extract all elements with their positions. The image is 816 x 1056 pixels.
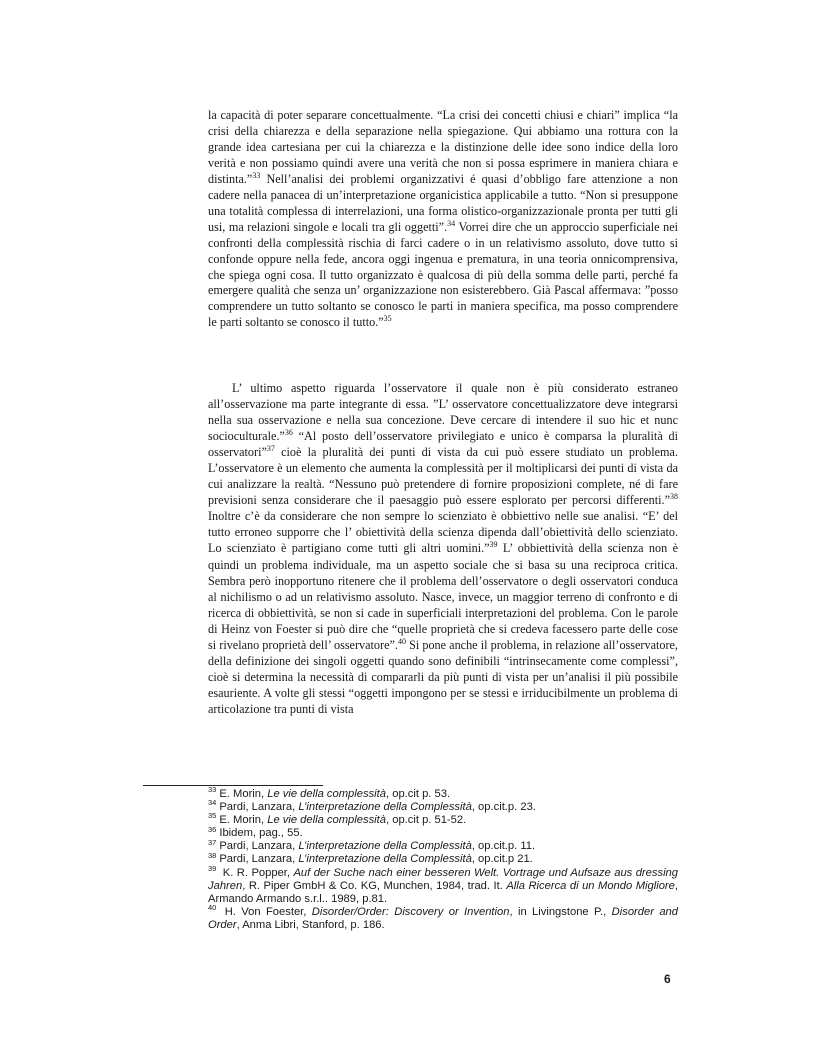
footnote-ref: 37 xyxy=(266,444,275,454)
footnote-text: Ibidem, pag., 55. xyxy=(219,827,303,840)
footnote-34 xyxy=(208,798,678,814)
footnote-number: 38 xyxy=(208,850,217,860)
footnote-number: 37 xyxy=(208,837,217,847)
footnote-separator xyxy=(143,785,323,786)
footnote-number: 39 xyxy=(208,863,217,873)
footnote-40 xyxy=(208,903,678,932)
footnote-39 xyxy=(208,863,678,906)
footnote-number: 35 xyxy=(208,811,217,821)
footnote-ref: 40 xyxy=(397,636,406,646)
footnote-ref: 39 xyxy=(489,540,498,550)
body-paragraph-1: la capacità di poter separare concettualmente. “La crisi dei concetti chiusi e chiari” implica “la crisi della chiarezza e della separazione nella spiegazione. Qui abbiamo una rottura con la grande idea cartesiana per cui la chiarezza e la distinzione delle idee sono indice della loro verità e non possiamo quindi avere una verità che non si possa esprimere in maniera chiara e distinta.”$^{33}$ Nell’analisi dei problemi organizzativi é quasi d’obbligo fare attenzione a non cadere nella panacea di un’interpretazione organicistica applicabile a tutto. “Non si presuppone una totalità complessa di interrelazioni, una forma olistico-organizzazionale pronta per tutti gli usi, ma relazioni singole e locali tra gli oggetti”.$^{34}$ Vorrei dire che un approccio superficiale nei confronti della complessità rischia di farci cadere o in un relativismo assoluto, dove tutto si confonde oppure nella fede, ancora oggi ingenua e prematura, in una teoria onnicomprensiva, che spiega ogni cosa. Il tutto organizzato è qualcosa di più della somma delle parti, perché fa emergere qualità che senza un’ organizzazione non esisterebbero. Già Pascal affermava: ”posso comprendere un tutto soltanto se conosco le parti in maniera specifica, ma posso comprendere le parti soltanto se conosco il tutto.”$^{35}$ xyxy=(208,108,679,330)
page-number: 6 xyxy=(664,972,671,986)
footnote-ref: 35 xyxy=(383,314,392,324)
footnotes-list xyxy=(208,785,678,932)
footnote-text: Pardi, Lanzara, L’interpretazione della Complessità, op.cit.p 21. xyxy=(219,853,533,866)
footnote-35 xyxy=(208,811,678,827)
footnote-37 xyxy=(208,837,678,853)
footnote-33 xyxy=(208,785,678,801)
body-paragraph-2: L’ ultimo aspetto riguarda l’osservatore il quale non è più considerato estraneo all’osservazione ma parte integrante di essa. ”L’ osservatore concettualizzatore deve integrarsi nella sua osservazione e nella sua concezione. Deve cercare di intendere il suo hic et nunc socioculturale.”$^{36}$ “Al posto dell’osservatore privilegiato e unico è comparsa la pluralità di osservatori”$^{37}$ cioè la pluralità dei punti di vista da cui può essere studiato un problema. L’osservatore è un elemento che aumenta la complessità per il moltiplicarsi dei punti di vista da cui analizzare la realtà. “Nessuno può pretendere di fornire proposizioni complete, né di fare previsioni senza considerare che il paesaggio può essere esplorato per percorsi differenti.”$^{38}$ Inoltre c’è da considerare che non sempre lo scienziato è obbiettivo nelle sue analisi. “E’ del tutto erroneo supporre che l’ obiettività della scienza dipenda dall’obiettività dello scienziato. Lo scienziato è partigiano come tutti gli altri uomini.”$^{39}$ L’ obbiettività della scienza non è quindi un problema individuale, ma un aspetto sociale che si basa su una reciproca critica. Sembra però inopportuno ritenere che il problema dell’osservatore o degli osservatori conduca al nichilismo o ad un relativismo assoluto. Nasce, invece, un maggior terreno di confronto e di ricerca di obbiettività, se non si cade in superficiali interpretazioni del problema. Con le parole di Heinz von Foester si può dire che “quelle proprietà che si credeva facessero parte delle cose si rivelano proprietà dell’ osservatore”.$^{40}$ Si pone anche il problema, in relazione all’osservatore, della definizione dei singoli oggetti quando sono definibili “intrinsecamente come complessi”, cioè si determina la necessità di compararli da più punti di vista per un’analisi il più possibile esauriente. A volte gli stessi “oggetti impongono per se stessi e irriducibilmente un problema di articolazione tra punti di vista xyxy=(208,381,678,716)
footnote-text: H. Von Foester, Disorder/Order: Discovery or Invention, in Livingstone P., Disorder and Order, Anma Libri, Stanford, p. 186. xyxy=(208,905,678,931)
footnote-ref: 33 xyxy=(252,170,261,180)
footnote-ref: 34 xyxy=(447,218,456,228)
footnote-text: K. R. Popper, Auf der Suche nach einer besseren Welt. Vortrage und Aufsaze aus dressing Jahren, R. Piper GmbH & Co. KG, Munchen, 1984, trad. It. Alla Ricerca di un Mondo Migliore, Armando Armando s.r.l.. 1989, p.81. xyxy=(208,866,678,905)
footnote-ref: 36 xyxy=(284,428,293,438)
footnote-number: 36 xyxy=(208,824,217,834)
footnote-text: E. Morin, Le vie della complessità, op.cit p. 53. xyxy=(219,788,451,800)
footnote-36 xyxy=(208,824,678,840)
footnote-text: Pardi, Lanzara, L’interpretazione della Complessità, op.cit.p. 23. xyxy=(219,801,536,814)
footnote-text: Pardi, Lanzara, L’interpretazione della Complessità, op.cit.p. 11. xyxy=(219,840,536,853)
footnote-number: 40 xyxy=(208,903,217,913)
footnote-38 xyxy=(208,850,678,866)
footnote-number: 33 xyxy=(208,785,217,795)
footnote-ref: 38 xyxy=(670,492,678,502)
footnote-text: E. Morin, Le vie della complessità, op.cit p. 51-52. xyxy=(219,814,467,827)
footnote-number: 34 xyxy=(208,798,217,808)
